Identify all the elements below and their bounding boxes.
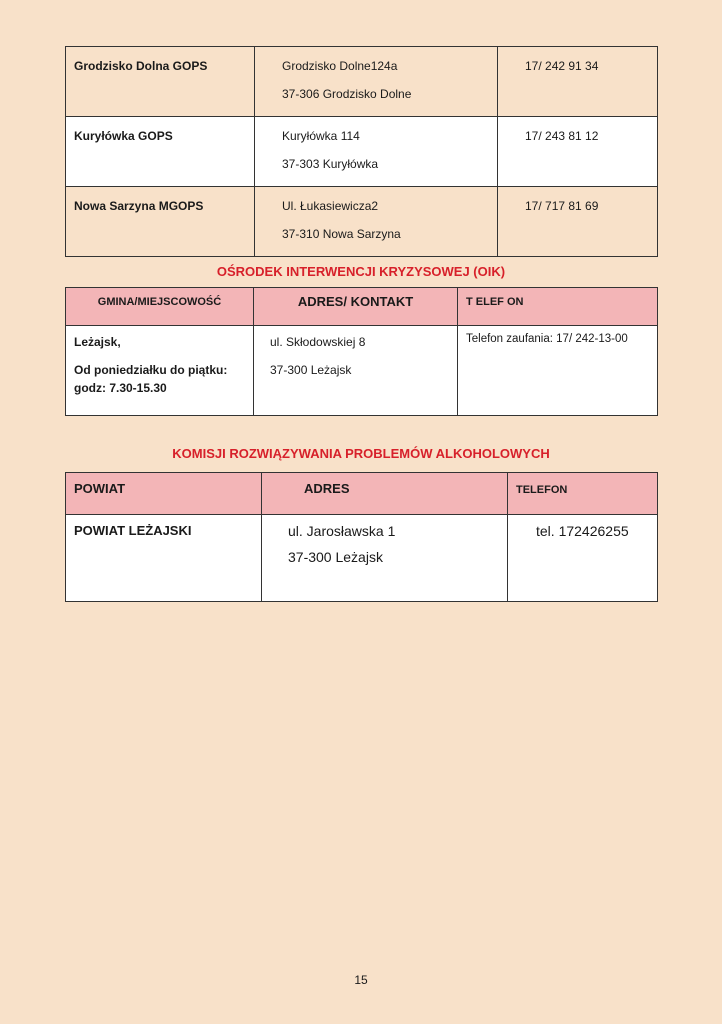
- header-telefon: TELEFON: [508, 473, 658, 515]
- address-line: ul. Jarosławska 1: [288, 523, 396, 539]
- address-line: 37-303 Kuryłówka: [282, 157, 379, 171]
- header-adres-kontakt: ADRES/ KONTAKT: [254, 288, 458, 326]
- page-number: 15: [354, 973, 368, 987]
- address-line: 37-310 Nowa Sarzyna: [282, 227, 401, 241]
- oik-heading: OŚRODEK INTERWENCJI KRYZYSOWEJ (OIK): [216, 264, 506, 279]
- gops-phone: 17/ 242 91 34: [498, 47, 658, 117]
- address-line: 37-300 Leżajsk: [288, 549, 383, 565]
- header-adres: ADRES: [262, 473, 508, 515]
- address-line: ul. Skłodowskiej 8: [270, 335, 366, 349]
- address-line: Kuryłówka 114: [282, 129, 360, 143]
- gops-name: Kuryłówka GOPS: [66, 117, 255, 187]
- komisji-phone: tel. 172426255: [508, 515, 658, 602]
- oik-hours-label: Od poniedziałku do piątku:: [74, 363, 228, 377]
- oik-place-cell: [66, 326, 254, 416]
- oik-table: [65, 287, 658, 416]
- gops-phone: 17/ 717 81 69: [498, 187, 658, 257]
- oik-address-cell: [254, 326, 458, 416]
- komisji-heading: KOMISJI ROZWIĄZYWANIA PROBLEMÓW ALKOHOLOWYCH: [172, 446, 550, 461]
- gops-address: [255, 117, 498, 187]
- table-row: [66, 515, 658, 602]
- table-row: [66, 326, 658, 416]
- gops-name: Nowa Sarzyna MGOPS: [66, 187, 255, 257]
- table-header-row: [66, 288, 658, 326]
- gops-table: [65, 46, 658, 257]
- header-telefon: T ELEF ON: [458, 288, 658, 326]
- komisji-powiat: POWIAT LEŻAJSKI: [66, 515, 262, 602]
- address-line: Grodzisko Dolne124a: [282, 59, 398, 73]
- gops-address: [255, 47, 498, 117]
- header-gmina: GMINA/MIEJSCOWOŚĆ: [66, 288, 254, 326]
- oik-hours: godz: 7.30-15.30: [74, 381, 167, 395]
- gops-name: Grodzisko Dolna GOPS: [66, 47, 255, 117]
- komisji-address-cell: [262, 515, 508, 602]
- address-line: Ul. Łukasiewicza2: [282, 199, 379, 213]
- table-row: [66, 47, 658, 117]
- table-row: [66, 117, 658, 187]
- oik-place: Leżajsk,: [74, 335, 121, 349]
- oik-phone: Telefon zaufania: 17/ 242-13-00: [458, 326, 658, 416]
- table-row: [66, 187, 658, 257]
- table-header-row: [66, 473, 658, 515]
- komisji-table: [65, 472, 658, 602]
- gops-address: [255, 187, 498, 257]
- address-line: 37-300 Leżajsk: [270, 363, 352, 377]
- address-line: 37-306 Grodzisko Dolne: [282, 87, 412, 101]
- header-powiat: POWIAT: [66, 473, 262, 515]
- gops-phone: 17/ 243 81 12: [498, 117, 658, 187]
